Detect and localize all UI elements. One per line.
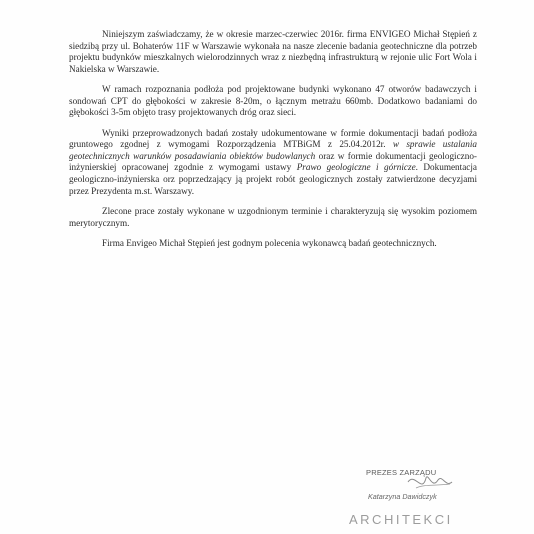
text-run: oraz w formie dokumentacji geologiczno-inżynierskiej opracowanej zgodnie z wymogami ustawy	[69, 150, 477, 173]
body-paragraph	[69, 128, 477, 197]
text-run: Firma Envigeo Michał Stępień jest godnym polecenia wykonawcą badań geotechnicznych.	[102, 238, 437, 249]
text-run: Niniejszym zaświadczamy, że w okresie marzec-czerwiec 2016r. firma ENVIGEO Michał Stępień z siedzibą przy ul. Bohaterów 11F w Warszawie wykonała na nasze zlecenie badania geotechniczne dla potrzeb projektu budynków mieszkalnych wielorodzinnych wraz z niezbędną infrastrukturą w rejonie ulic Fort Wola i Nakielska w Warszawie.	[69, 29, 477, 74]
footer-logo: ARCHITEKCI	[349, 512, 453, 527]
text-run: Zlecone prace zostały wykonane w uzgodnionym terminie i charakteryzują się wysokim poziomem merytorycznym.	[69, 206, 477, 228]
letter-body	[69, 29, 477, 259]
italic-text-run: Prawo geologiczne i górnicze	[296, 162, 416, 173]
body-paragraph	[69, 238, 477, 250]
signatory-title: PREZES ZARZĄDU	[366, 468, 437, 477]
body-paragraph	[69, 206, 477, 229]
italic-text-run: w sprawie ustalania geotechnicznych warunków posadawiania obiektów budowlanych	[69, 139, 477, 161]
text-run: . Dokumentacja geologiczno-inżynierska orz poprzedzający ją projekt robót geologicznych zostały zatwierdzone decyzjami przez Prezydenta m.st. Warszawy.	[69, 162, 477, 196]
signature-block	[360, 464, 480, 504]
signatory-name: Katarzyna Dawidczyk	[368, 492, 437, 501]
body-paragraph	[69, 29, 477, 75]
text-run: W ramach rozpoznania podłoża pod projektowane budynki wykonano 47 otworów badawczych i sondowań CPT do głębokości w zakresie 8-20m, o łącznym metrażu 660mb. Dodatkowo badaniami do głębokości 3-5m objęto trasy projektowanych dróg oraz sieci.	[69, 84, 477, 118]
faded-header	[62, 0, 142, 10]
text-run: Wyniki przeprowadzonych badań zostały udokumentowane w formie dokumentacji badań podłoża gruntowego zgodnej z wymogami Rozporządzenia MTBiGM z 25.04.2012r.	[69, 127, 477, 150]
body-paragraph	[69, 84, 477, 119]
